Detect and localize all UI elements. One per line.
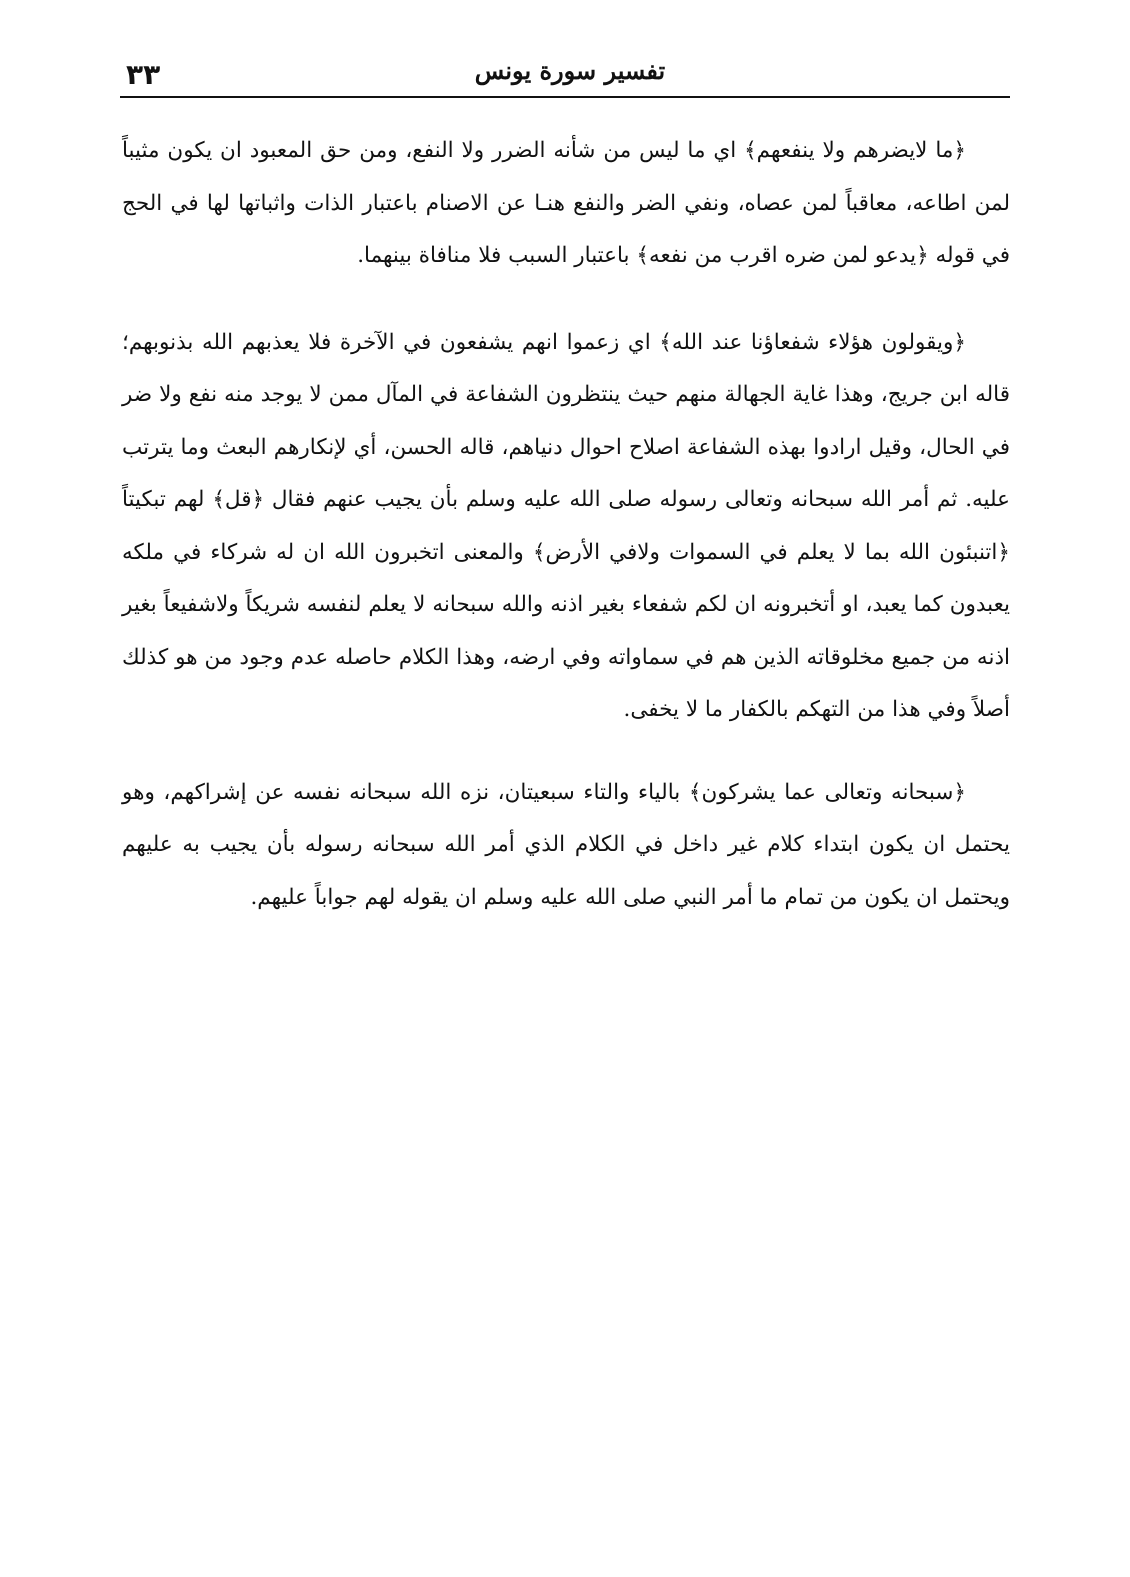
paragraph-2: ﴿ويقولون هؤلاء شفعاؤنا عند الله﴾ اي زعموا انهم يشفعون في الآخرة فلا يعذبهم الله بذنوبهم؛ قاله ابن جريج، وهذا غاية الجهالة منهم حيث ينتظرون الشفاعة في المآل ممن لا يوجد منه نفع ولا ضر في الحال، وقيل ارادوا بهذه الشفاعة اصلاح احوال دنياهم، قاله الحسن، أي لإنكارهم البعث وما يترتب عليه. ثم أمر الله سبحانه وتعالى رسوله صلى الله عليه وسلم بأن يجيب عنهم فقال ﴿قل﴾ لهم تبكيتاً ﴿اتنبئون الله بما لا يعلم في السموات ولافي الأرض﴾ والمعنى اتخبرون الله ان له شركاء في ملكه يعبدون كما يعبد، او أتخبرونه ان لكم شفعاء بغير اذنه والله سبحانه لا يعلم لنفسه شريكاً ولاشفيعاً بغير اذنه من جميع مخلوقاته الذين هم في سماواته وفي ارضه، وهذا الكلام حاصله عدم وجود من هو كذلك أصلاً وفي هذا من التهكم بالكفار ما لا يخفى. [122, 329, 1010, 722]
header-rule [120, 96, 1010, 98]
running-title: تفسير سورة يونس [474, 56, 666, 85]
page-header [120, 50, 1010, 98]
page-number: ٣٣ [126, 58, 161, 91]
paragraph-3: ﴿سبحانه وتعالى عما يشركون﴾ بالياء والتاء سبعيتان، نزه الله سبحانه نفسه عن إشراكهم، وهو يحتمل ان يكون ابتداء كلام غير داخل في الكلام الذي أمر الله سبحانه رسوله بأن يجيب به عليهم ويحتمل ان يكون من تمام ما أمر النبي صلى الله عليه وسلم ان يقوله لهم جواباً عليهم. [122, 779, 1010, 910]
paragraph-1: ﴿ما لايضرهم ولا ينفعهم﴾ اي ما ليس من شأنه الضرر ولا النفع، ومن حق المعبود ان يكون مثيباً لمن اطاعه، معاقباً لمن عصاه، ونفي الضر والنفع هنـا عن الاصنام باعتبار الذات واثباتها لها في الحج في قوله ﴿يدعو لمن ضره اقرب من نفعه﴾ باعتبار السبب فلا منافاة بينهما. [122, 138, 1010, 268]
page-body [122, 125, 1010, 924]
